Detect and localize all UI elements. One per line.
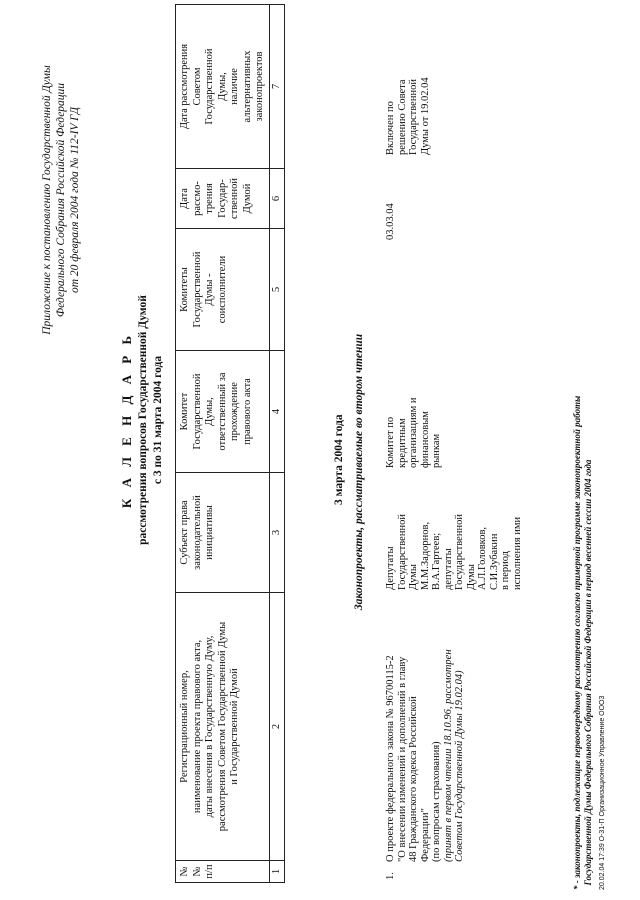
item-bill-status: (принят в первом чтении 18.10.96, рассмотрен Советом Государственной Думы 19.02.04) — [442, 649, 465, 862]
column-number-row — [269, 5, 285, 883]
column-number: 3 — [269, 473, 285, 593]
column-header-council-date: Дата рассмотрения Советом Государственной Думы, наличие альтернативных законопроектов — [176, 5, 270, 169]
appendix-note: Приложение к постановлению Государственной Думы Федерального Собрания Российской Федерации от 20 февраля 2004 года № 112-IV ГД — [41, 65, 81, 335]
column-number: 6 — [269, 169, 285, 229]
item-council-note: Включен по решению Совета Государственной Думы от 19.02.04 — [385, 77, 431, 155]
column-header-subject: Субъект права законодательной инициативы — [176, 473, 270, 593]
header-row — [176, 5, 270, 883]
column-header-co-committees: Комитеты Государственной Думы - соисполнители — [176, 229, 270, 351]
item-number: 1. — [385, 872, 396, 880]
footnote-line-1: * - законопроекты, подлежащие первоочередному рассмотрению согласно примерной программе законопроектной работы — [572, 395, 582, 890]
item-description — [385, 592, 466, 862]
title-block — [118, 220, 166, 620]
footnote-line-2: Государственной Думы Федерального Собрания Российской Федерации в период весенней сессии 2004 года — [583, 459, 593, 890]
calendar-header-table — [175, 4, 285, 883]
column-number: 2 — [269, 593, 285, 861]
document-subtitle: рассмотрения вопросов Государственной Думой с 3 по 31 марта 2004 года — [137, 295, 164, 545]
print-stamp: 20.02.04 17:39 O-31-П Организационное Управление ООО3 — [599, 695, 606, 890]
column-header-name: Регистрационный номер, наименование проекта правового акта, даты внесения в Государственную Думу, рассмотрения Советом Государственной Думы и Государственной Думой — [176, 593, 270, 861]
column-number: 1 — [269, 861, 285, 883]
item-duma-date: 03.03.04 — [385, 203, 396, 240]
column-number: 7 — [269, 5, 285, 169]
column-header-duma-date: Дата рассмо- трения Государ- ственной Думой — [176, 169, 270, 229]
document-title: К А Л Е Н Д А Р Ь — [119, 331, 134, 509]
item-subject: Депутаты Государственной Думы М.М.Задорнов, В.А.Гартеев; депутаты Государственной Думы А.Л.Головков, С.И.Зубакин в период исполнения ими — [385, 514, 523, 590]
section-date: 3 марта 2004 года — [333, 414, 345, 505]
item-committee: Комитет по кредитным организациям и финансовым рынкам — [385, 397, 442, 468]
column-header-number: №№ п/п — [176, 861, 270, 883]
column-number: 5 — [269, 229, 285, 351]
item-bill-title: О проекте федерального закона № 96700115-2 "О внесении изменений и дополнений в главу 48 Гражданского кодекса Российской Федерации" (по вопросам страхования) — [385, 655, 442, 862]
column-header-responsible-committee: Комитет Государственной Думы, ответственный за прохождение правового акта — [176, 351, 270, 473]
section-title: Законопроекты, рассматриваемые во втором чтении — [353, 333, 365, 611]
column-number: 4 — [269, 351, 285, 473]
